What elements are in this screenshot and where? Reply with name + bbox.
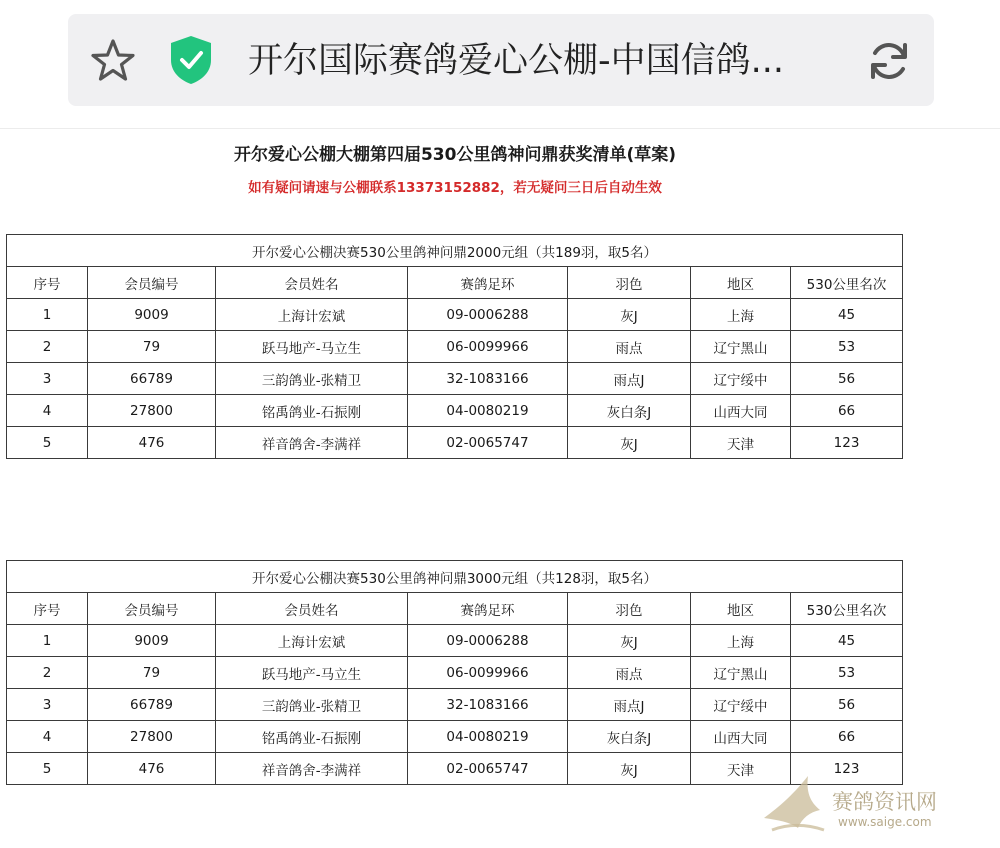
results-table-3000 [6,560,903,785]
cell-rank: 2 [7,657,88,689]
cell-member-id: 9009 [88,299,216,331]
cell-color: 灰白条J [568,721,691,753]
cell-color: 雨点J [568,363,691,395]
cell-place: 53 [791,657,903,689]
cell-place: 53 [791,331,903,363]
column-header: 530公里名次 [791,267,903,299]
table-row [7,657,903,689]
star-icon[interactable] [88,36,138,86]
cell-region: 辽宁黑山 [691,657,791,689]
cell-member-name: 三韵鸽业-张精卫 [216,689,408,721]
table-caption: 开尔爱心公棚决赛530公里鸽神问鼎2000元组（共189羽，取5名） [7,235,903,267]
cell-ring: 09-0006288 [408,299,568,331]
cell-color: 灰J [568,753,691,785]
table-row [7,363,903,395]
page-title-url[interactable]: 开尔国际赛鸽爱心公棚-中国信鸽... [248,41,785,81]
cell-rank: 3 [7,363,88,395]
table-header-row [7,267,903,299]
cell-member-name: 上海计宏斌 [216,299,408,331]
cell-region: 天津 [691,427,791,459]
browser-header [0,0,1000,125]
cell-member-id: 79 [88,331,216,363]
cell-member-id: 27800 [88,395,216,427]
table-row [7,331,903,363]
document-notice: 如有疑问请速与公棚联系13373152882，若无疑问三日后自动生效 [248,180,662,196]
cell-ring: 06-0099966 [408,331,568,363]
table-header-row [7,593,903,625]
cell-rank: 4 [7,395,88,427]
cell-region: 山西大同 [691,395,791,427]
results-table-2000 [6,234,903,459]
column-header: 赛鸽足环 [408,267,568,299]
column-header: 会员姓名 [216,267,408,299]
cell-color: 雨点J [568,689,691,721]
column-header: 序号 [7,267,88,299]
cell-region: 天津 [691,753,791,785]
cell-ring: 04-0080219 [408,395,568,427]
cell-region: 辽宁黑山 [691,331,791,363]
table-row [7,721,903,753]
cell-member-id: 9009 [88,625,216,657]
table-row [7,427,903,459]
address-bar[interactable] [68,14,934,106]
cell-color: 雨点 [568,657,691,689]
column-header: 会员姓名 [216,593,408,625]
header-divider [0,128,1000,129]
cell-ring: 06-0099966 [408,657,568,689]
cell-place: 45 [791,299,903,331]
cell-rank: 1 [7,299,88,331]
cell-member-id: 66789 [88,363,216,395]
column-header: 地区 [691,267,791,299]
cell-ring: 32-1083166 [408,363,568,395]
table-row [7,625,903,657]
cell-region: 上海 [691,625,791,657]
cell-ring: 02-0065747 [408,427,568,459]
cell-ring: 04-0080219 [408,721,568,753]
cell-rank: 5 [7,427,88,459]
cell-place: 56 [791,363,903,395]
cell-rank: 2 [7,331,88,363]
cell-member-name: 铭禹鸽业-石振刚 [216,721,408,753]
cell-rank: 5 [7,753,88,785]
cell-region: 辽宁绥中 [691,363,791,395]
cell-member-id: 476 [88,427,216,459]
cell-member-id: 79 [88,657,216,689]
cell-place: 123 [791,427,903,459]
cell-member-name: 铭禹鸽业-石振刚 [216,395,408,427]
reload-icon[interactable] [864,36,914,86]
table-row [7,689,903,721]
cell-member-name: 三韵鸽业-张精卫 [216,363,408,395]
watermark-name: 赛鸽资讯网 [832,790,937,814]
column-header: 序号 [7,593,88,625]
cell-rank: 1 [7,625,88,657]
cell-member-id: 66789 [88,689,216,721]
cell-region: 辽宁绥中 [691,689,791,721]
table-row [7,299,903,331]
cell-member-name: 跃马地产-马立生 [216,331,408,363]
cell-member-name: 祥音鸽舍-李满祥 [216,427,408,459]
column-header: 地区 [691,593,791,625]
document-title: 开尔爱心公棚大棚第四届530公里鸽神问鼎获奖清单(草案) [233,145,677,165]
cell-color: 雨点 [568,331,691,363]
cell-color: 灰J [568,299,691,331]
cell-ring: 09-0006288 [408,625,568,657]
cell-place: 66 [791,395,903,427]
watermark-url: www.saige.com [838,815,932,829]
cell-place: 123 [791,753,903,785]
column-header: 530公里名次 [791,593,903,625]
column-header: 会员编号 [88,267,216,299]
cell-rank: 3 [7,689,88,721]
column-header: 会员编号 [88,593,216,625]
table-row [7,395,903,427]
cell-rank: 4 [7,721,88,753]
cell-region: 山西大同 [691,721,791,753]
cell-member-name: 上海计宏斌 [216,625,408,657]
column-header: 赛鸽足环 [408,593,568,625]
cell-place: 45 [791,625,903,657]
cell-member-name: 跃马地产-马立生 [216,657,408,689]
cell-ring: 32-1083166 [408,689,568,721]
cell-ring: 02-0065747 [408,753,568,785]
cell-region: 上海 [691,299,791,331]
cell-member-name: 祥音鸽舍-李满祥 [216,753,408,785]
cell-place: 56 [791,689,903,721]
table-caption: 开尔爱心公棚决赛530公里鸽神问鼎3000元组（共128羽，取5名） [7,561,903,593]
cell-color: 灰J [568,427,691,459]
column-header: 羽色 [568,267,691,299]
cell-member-id: 27800 [88,721,216,753]
column-header: 羽色 [568,593,691,625]
cell-member-id: 476 [88,753,216,785]
cell-color: 灰J [568,625,691,657]
cell-color: 灰白条J [568,395,691,427]
shield-check-icon[interactable] [168,34,214,86]
cell-place: 66 [791,721,903,753]
